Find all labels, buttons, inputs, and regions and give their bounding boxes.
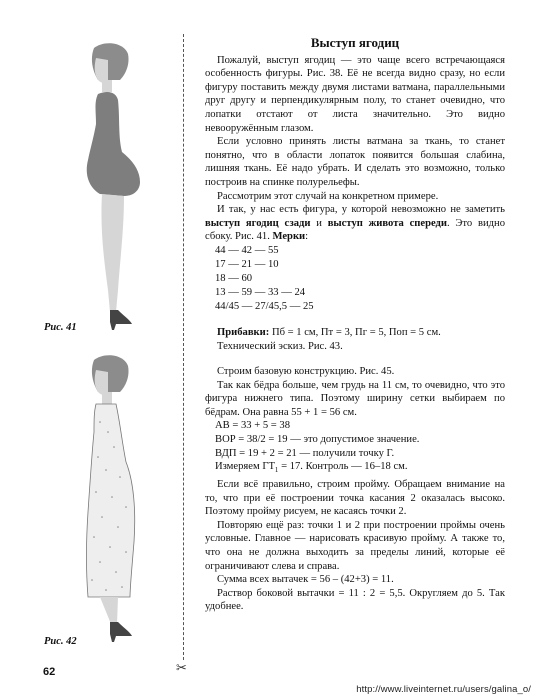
paragraph: Строим базовую конструкцию. Рис. 45. — [217, 366, 395, 378]
footer-url: http://www.liveinternet.ru/users/galina_o/ — [356, 684, 531, 695]
figure-41-caption: Рис. 41 — [44, 322, 77, 333]
scissors-icon: ✂ — [176, 660, 187, 675]
figure-42-dress-view — [60, 352, 160, 652]
article-text — [205, 36, 505, 614]
paragraph: Если всё правильно, строим пройму. Обращаем внимание на то, что при её построении точка касания 2 оказалась высоко. Поэтому пройму рисуем, не касаясь точки 2. — [205, 478, 505, 518]
article-title: Выступ ягодиц — [310, 35, 400, 50]
figure-42-caption: Рис. 42 — [44, 636, 77, 647]
paragraph: Рассмотрим этот случай на конкретном примере. — [217, 190, 439, 202]
paragraph: Сумма всех вытачек = 56 – (42+3) = 11. — [217, 574, 394, 586]
figure-41-side-view — [60, 40, 160, 340]
intro-paragraph: И так, у нас есть фигура, у которой невозможно не заметить выступ ягодиц сзади и выступ живота спереди. Это видно сбоку. Рис. 41. Мерки: — [205, 204, 505, 243]
paragraph: Так как бёдра больше, чем грудь на 11 см, то очевидно, что это фигура нижнего типа. Поэтому ширину сетки выбираем по бёдрам. Она равна 55 + 1 = 56 см. — [205, 379, 505, 418]
page-number: 62 — [43, 666, 56, 678]
paragraph: Пожалуй, выступ ягодиц — это чаще всего встречающаяся особенность фигуры. Рис. 38. Её не всегда видно сразу, но если фигуру поставить между двумя листами ватмана, параллельными друг другу и перпендикулярным полу, то станет очевидно, что лопатки отстают от листа значительно. Это видно невооружённым глазом. — [205, 54, 505, 134]
allowances: Прибавки: Пб = 1 см, Пт = 3, Пг = 5, Поп = 5 см. — [217, 326, 441, 338]
paragraph: Если условно принять листы ватмана за ткань, то станет понятно, что в области лопаток появится большая слабина, лишняя ткань. Её надо убрать. И сделать это возможно, только построив на спинке полурельефы. — [205, 136, 505, 188]
measurement-line: 18 — 60 — [215, 272, 253, 284]
measure-gt-line: Измеряем $ГТ_1 = 17$. Контроль — 16–18 см. — [215, 461, 408, 475]
measurement-line: 44/45 — 27/45,5 — 25 — [215, 300, 314, 312]
paragraph: Повторяю ещё раз: точки 1 и 2 при построении проймы очень условные. Главное — нарисовать красивую пройму. А также то, что она не должна выходить за пределы линий, которые её ограничивают слева и справа. — [205, 519, 505, 572]
illustration-column — [0, 0, 185, 700]
cut-line-divider — [183, 34, 184, 660]
measurement-line: 44 — 42 — 55 — [215, 244, 279, 256]
calc-line: ВОР = 38/2 = 19 — это допустимое значение. — [215, 434, 420, 446]
measurements-list — [205, 244, 505, 314]
sketch-reference: Технический эскиз. Рис. 43. — [217, 340, 343, 352]
calc-line: АВ = 33 + 5 = 38 — [215, 420, 291, 432]
measurement-line: 17 — 21 — 10 — [215, 258, 279, 270]
paragraph: Раствор боковой вытачки = 11 : 2 = 5,5. Округляем до 5. Так удобнее. — [205, 587, 505, 613]
calc-line: ВДП = 19 + 2 = 21 — получили точку Г. — [215, 447, 395, 459]
measurement-line: 13 — 59 — 33 — 24 — [215, 286, 306, 298]
